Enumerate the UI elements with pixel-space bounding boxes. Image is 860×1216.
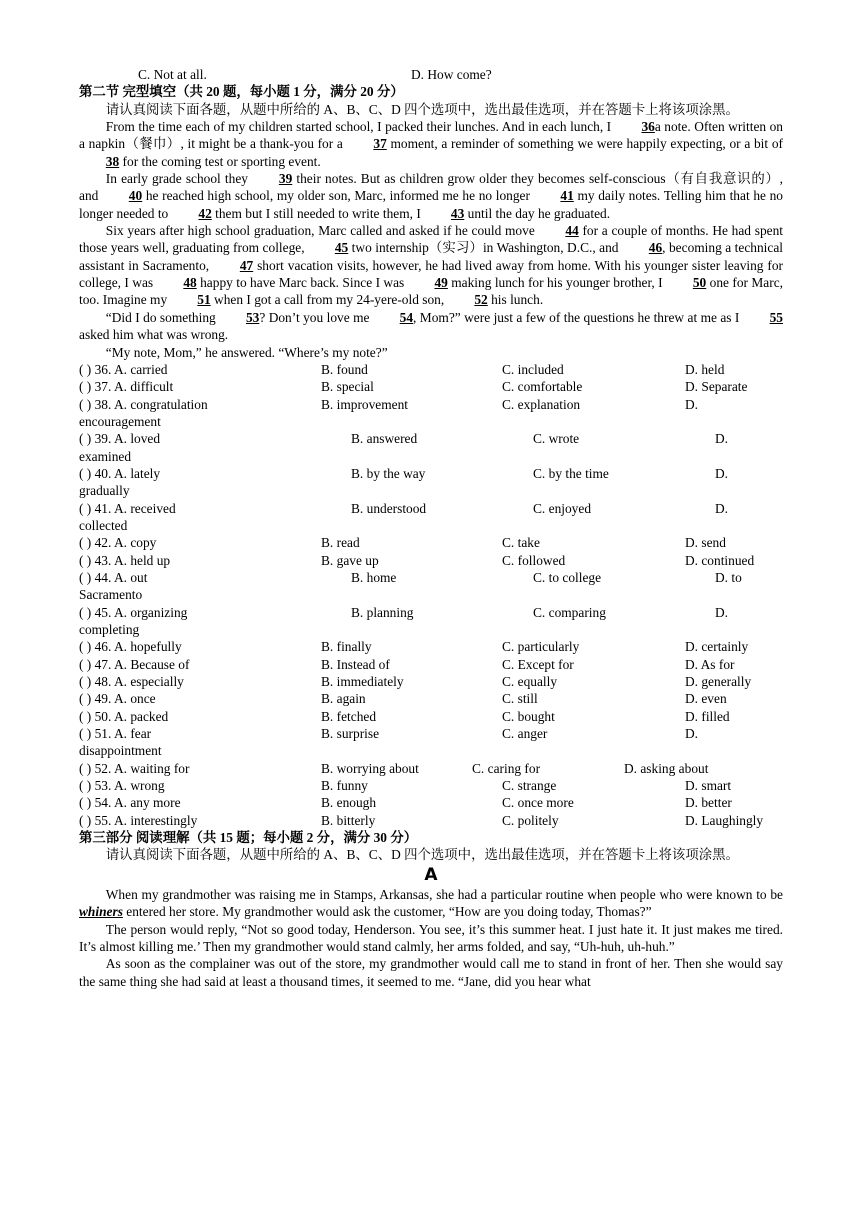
option-d[interactable]: D. filled: [685, 708, 730, 724]
option-d[interactable]: D. As for: [685, 656, 735, 672]
option-c[interactable]: C. equally: [502, 674, 558, 690]
question-row: [79, 725, 783, 742]
question-row: [79, 378, 783, 395]
option-c[interactable]: C. take: [502, 535, 540, 551]
blank-42: 42: [198, 205, 212, 221]
question-stem: ( ) 55. A. interestingly: [79, 812, 198, 828]
option-d[interactable]: D. better: [685, 795, 732, 811]
option-b[interactable]: B. bitterly: [321, 812, 376, 828]
option-b[interactable]: B. again: [321, 691, 366, 707]
option-c[interactable]: C. politely: [502, 812, 559, 828]
blank-39: 39: [278, 171, 293, 187]
passage-label: A: [424, 864, 438, 885]
passage-paragraph-3: Six years after high school graduation, Marc called and asked if he could move 44 for a couple of months. He had spent those years well, graduating from college, 45 two internship（实习）in Washington, D.C., and 46, becoming a technical assistant in Sacramento, 47 short vacation visits, however, he had lived away from home. With his younger sister leaving for college, I was 48 happy to have Marc back. Since I was 49 making lunch for his younger brother, I 50 one for Marc, too. Imagine my 51 when I got a call from my 24-yere-old son, 52 his lunch.: [79, 223, 784, 308]
option-d[interactable]: D.: [715, 500, 729, 516]
option-b[interactable]: B. Instead of: [321, 656, 390, 672]
option-c[interactable]: C. by the time: [533, 465, 609, 481]
option-c[interactable]: C. wrote: [533, 431, 580, 447]
option-d[interactable]: D. held: [685, 361, 725, 377]
question-stem: ( ) 37. A. difficult: [79, 379, 174, 395]
question-row: [79, 794, 783, 811]
option-c[interactable]: C. to college: [533, 569, 602, 585]
question-row: [79, 604, 783, 621]
option-c[interactable]: C. strange: [502, 778, 557, 794]
option-c[interactable]: C. Except for: [502, 656, 574, 672]
option-b[interactable]: B. immediately: [321, 674, 404, 690]
question-row: [79, 569, 783, 586]
question-stem: ( ) 38. A. congratulation: [79, 396, 208, 412]
whiners-word: whiners: [79, 904, 123, 920]
option-d-continued: completing: [79, 622, 140, 637]
option-c[interactable]: C. comfortable: [502, 379, 583, 395]
question-stem: ( ) 39. A. loved: [79, 431, 161, 447]
option-b[interactable]: B. answered: [351, 431, 418, 447]
option-d[interactable]: D.: [685, 726, 699, 742]
passage-paragraph-2: In early grade school they 39 their notes. But as children grow older they becomes self-conscious（有自我意识的）, and 40 he reached high school, my older son, Marc, informed me he no longer 41 my daily notes. Telling him that he no longer needed to 42 them but I still needed to write them, I 43 until the day he graduated.: [79, 171, 784, 221]
option-d[interactable]: D. continued: [685, 552, 755, 568]
option-c[interactable]: C. explanation: [502, 396, 581, 412]
option-c[interactable]: C. still: [502, 691, 538, 707]
blank-50: 50: [692, 275, 707, 291]
exam-page: [79, 66, 783, 990]
section3-title: 第三部分 阅读理解（共 15 题；每小题 2 分，满分 30 分）: [79, 830, 418, 846]
question-row: [79, 430, 783, 447]
option-b[interactable]: B. surprise: [321, 726, 380, 742]
question-stem: ( ) 44. A. out: [79, 569, 148, 585]
question-stem: ( ) 51. A. fear: [79, 726, 152, 742]
blank-38: 38: [105, 153, 120, 169]
question-stem: ( ) 49. A. once: [79, 691, 156, 707]
option-d-continued: encouragement: [79, 413, 161, 429]
option-d[interactable]: D. generally: [685, 674, 752, 690]
question-row: [79, 396, 783, 413]
reading-paragraph-3: As soon as the complainer was out of the store, my grandmother would call me to stand in front of her. Then she would say the same thing she had said at least a thousand times, it seemed to me. “Jane, did you hear what: [79, 956, 783, 989]
option-d[interactable]: D. to: [715, 569, 742, 585]
option-d[interactable]: D.: [685, 396, 699, 412]
option-b[interactable]: B. fetched: [321, 708, 377, 724]
section2-title: 第二节 完型填空（共 20 题，每小题 1 分，满分 20 分）: [79, 84, 404, 100]
blank-45: 45: [334, 240, 349, 256]
option-b[interactable]: B. improvement: [321, 396, 409, 412]
option-b[interactable]: B. read: [321, 535, 360, 551]
passage-paragraph-1: From the time each of my children started school, I packed their lunches. And in each lunch, I 36a note. Often written on a napkin（餐巾）, it might be a thank-you for a 37 moment, a reminder of something we were happily expecting, or a bit of 38 for the coming test or sporting event.: [79, 119, 784, 169]
question-stem: ( ) 48. A. especially: [79, 674, 184, 690]
option-d[interactable]: D. Separate: [685, 379, 748, 395]
question-stem: ( ) 45. A. organizing: [79, 604, 188, 620]
option-b[interactable]: B. funny: [321, 778, 368, 794]
question-stem: ( ) 40. A. lately: [79, 465, 161, 481]
question-row: [79, 708, 783, 725]
option-b[interactable]: B. by the way: [351, 465, 426, 481]
question-row: [79, 760, 783, 777]
question-row: [79, 638, 783, 655]
blank-40: 40: [128, 188, 143, 204]
option-d[interactable]: D.: [715, 465, 729, 481]
blank-54: 54: [399, 309, 414, 325]
option-b[interactable]: B. enough: [321, 795, 377, 811]
question-stem: ( ) 41. A. received: [79, 500, 176, 516]
blank-53: 53: [245, 309, 260, 325]
option-d[interactable]: D. smart: [685, 778, 732, 794]
blank-52: 52: [474, 292, 488, 308]
blank-41: 41: [560, 188, 574, 204]
question-stem: ( ) 50. A. packed: [79, 708, 169, 724]
option-c[interactable]: C. anger: [502, 726, 548, 742]
option-c[interactable]: C. enjoyed: [533, 500, 592, 516]
option-b[interactable]: B. gave up: [321, 552, 379, 568]
option-b[interactable]: B. planning: [351, 604, 414, 620]
option-b[interactable]: B. special: [321, 379, 374, 395]
option-b[interactable]: B. understood: [351, 500, 427, 516]
question-stem: ( ) 54. A. any more: [79, 795, 181, 811]
option-d-continued: Sacramento: [79, 587, 143, 603]
option-d[interactable]: D.: [715, 604, 729, 620]
section2-instruction: 请认真阅读下面各题，从题中所给的 A、B、C、D 四个选项中，选出最佳选项，并在答题卡上将该项涂黑。: [105, 101, 739, 117]
question-stem: ( ) 52. A. waiting for: [79, 760, 190, 776]
option-b[interactable]: B. home: [351, 569, 397, 585]
question-stem: ( ) 43. A. held up: [79, 552, 171, 568]
option-c[interactable]: C. caring for: [472, 760, 541, 776]
option-c[interactable]: C. included: [502, 361, 564, 377]
question-stem: ( ) 46. A. hopefully: [79, 639, 182, 655]
option-c[interactable]: C. once more: [502, 795, 574, 811]
question-row: [79, 465, 783, 482]
blank-46: 46: [648, 240, 663, 256]
option-d[interactable]: D. send: [685, 535, 726, 551]
option-d[interactable]: D. Laughingly: [685, 812, 764, 828]
option-d[interactable]: D. certainly: [685, 639, 749, 655]
reading-paragraph-2: The person would reply, “Not so good today, Henderson. You see, it’s this summer heat. I just hate it. It just makes me tired. It’s almost killing me.’ Then my grandmother would stand calmly, her arms folded, and say, “Uh-huh, uh-huh.”: [79, 921, 783, 954]
question-row: [79, 673, 783, 690]
option-d[interactable]: D. asking about: [624, 760, 709, 776]
blank-43: 43: [450, 205, 465, 221]
question-list: [79, 361, 783, 829]
option-d[interactable]: D.: [715, 431, 729, 447]
option-d-continued: disappointment: [79, 743, 162, 759]
option-c[interactable]: C. followed: [502, 552, 566, 568]
option-d-continued: gradually: [79, 483, 130, 499]
question-stem: ( ) 53. A. wrong: [79, 778, 165, 794]
passage-paragraph-5: “My note, Mom,” he answered. “Where’s my note?”: [105, 344, 388, 360]
blank-47: 47: [239, 257, 254, 273]
passage-paragraph-4: “Did I do something 53? Don’t you love me 54, Mom?” were just a few of the questions he threw at me as I 55 asked him what was wrong.: [79, 309, 783, 343]
option-c: C. Not at all.: [138, 67, 207, 82]
question-stem: ( ) 36. A. carried: [79, 361, 168, 377]
blank-49: 49: [434, 275, 448, 291]
option-d: D. How come?: [411, 67, 492, 82]
blank-51: 51: [197, 292, 211, 308]
option-d[interactable]: D. even: [685, 691, 727, 707]
question-row: [79, 552, 783, 569]
reading-paragraph-1: When my grandmother was raising me in Stamps, Arkansas, she had a particular routine when people who were known to be whiners entered her store. My grandmother would ask the customer, “How are you doing today, Thomas?”: [79, 886, 783, 920]
blank-44: 44: [565, 223, 579, 239]
option-b[interactable]: B. found: [321, 361, 368, 377]
blank-48: 48: [183, 275, 197, 291]
question-row: [79, 777, 783, 794]
blank-37: 37: [373, 136, 387, 152]
question-row: [79, 361, 783, 378]
section3-instruction: 请认真阅读下面各题，从题中所给的 A、B、C、D 四个选项中，选出最佳选项，并在答题卡上将该项涂黑。: [105, 847, 739, 863]
option-d-continued: examined: [79, 448, 132, 464]
question-row: [79, 812, 783, 829]
question-row: [79, 690, 783, 707]
blank-55: 55: [769, 309, 783, 325]
option-b[interactable]: B. finally: [321, 639, 372, 655]
question-stem: ( ) 47. A. Because of: [79, 656, 190, 672]
option-c[interactable]: C. bought: [502, 708, 555, 724]
question-row: [79, 656, 783, 673]
option-b[interactable]: B. worrying about: [321, 760, 419, 776]
blank-36: 36: [641, 119, 655, 135]
previous-question-options: [79, 66, 783, 83]
question-row: [79, 500, 783, 517]
question-stem: ( ) 42. A. copy: [79, 535, 157, 551]
option-c[interactable]: C. particularly: [502, 639, 580, 655]
option-c[interactable]: C. comparing: [533, 604, 606, 620]
option-d-continued: collected: [79, 517, 128, 533]
question-row: [79, 534, 783, 551]
